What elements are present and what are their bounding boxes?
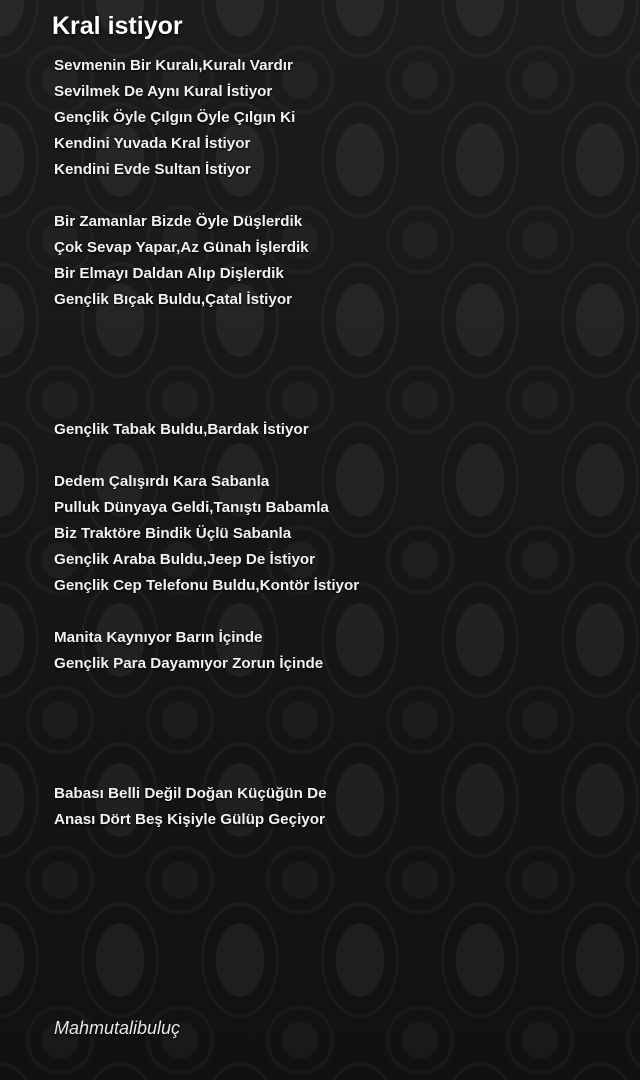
poem-line: Kendini Yuvada Kral İstiyor xyxy=(54,135,251,152)
poem-line: Gençlik Cep Telefonu Buldu,Kontör İstiyor xyxy=(54,577,360,594)
poem-line: Bir Zamanlar Bizde Öyle Düşlerdik xyxy=(54,213,303,230)
blank-line xyxy=(54,339,624,365)
poem-line: Gençlik Öyle Çılgın Öyle Çılgın Ki xyxy=(54,109,296,126)
poem-title: Kral istiyor xyxy=(52,12,183,40)
poem-line: Sevmenin Bir Kuralı,Kuralı Vardır xyxy=(54,57,293,74)
blank-line xyxy=(54,365,624,391)
poem-line: Anası Dört Beş Kişiyle Gülüp Geçiyor xyxy=(54,811,325,828)
blank-line xyxy=(54,313,624,339)
poem-line: Sevilmek De Aynı Kural İstiyor xyxy=(54,83,273,100)
poem-body xyxy=(54,53,624,833)
blank-line xyxy=(54,677,624,703)
poem-line: Manita Kaynıyor Barın İçinde xyxy=(54,629,263,646)
blank-line xyxy=(54,391,624,417)
blank-line xyxy=(54,443,624,469)
poem-line: Gençlik Araba Buldu,Jeep De İstiyor xyxy=(54,551,316,568)
blank-line xyxy=(54,183,624,209)
poem-line: Bir Elmayı Daldan Alıp Dişlerdik xyxy=(54,265,284,282)
poem-line: Dedem Çalışırdı Kara Sabanla xyxy=(54,473,270,490)
poem-line: Gençlik Bıçak Buldu,Çatal İstiyor xyxy=(54,291,293,308)
poem-author: Mahmutalibuluç xyxy=(54,1018,181,1038)
poem-line: Pulluk Dünyaya Geldi,Tanıştı Babamla xyxy=(54,499,329,516)
poem-line: Gençlik Para Dayamıyor Zorun İçinde xyxy=(54,655,324,672)
blank-line xyxy=(54,729,624,755)
poem-line: Çok Sevap Yapar,Az Günah İşlerdik xyxy=(54,239,309,256)
poem-line: Kendini Evde Sultan İstiyor xyxy=(54,161,251,178)
poem-line: Biz Traktöre Bindik Üçlü Sabanla xyxy=(54,525,292,542)
blank-line xyxy=(54,599,624,625)
blank-line xyxy=(54,703,624,729)
blank-line xyxy=(54,755,624,781)
poem-line: Babası Belli Değil Doğan Küçüğün De xyxy=(54,785,327,802)
poem-line: Gençlik Tabak Buldu,Bardak İstiyor xyxy=(54,421,309,438)
